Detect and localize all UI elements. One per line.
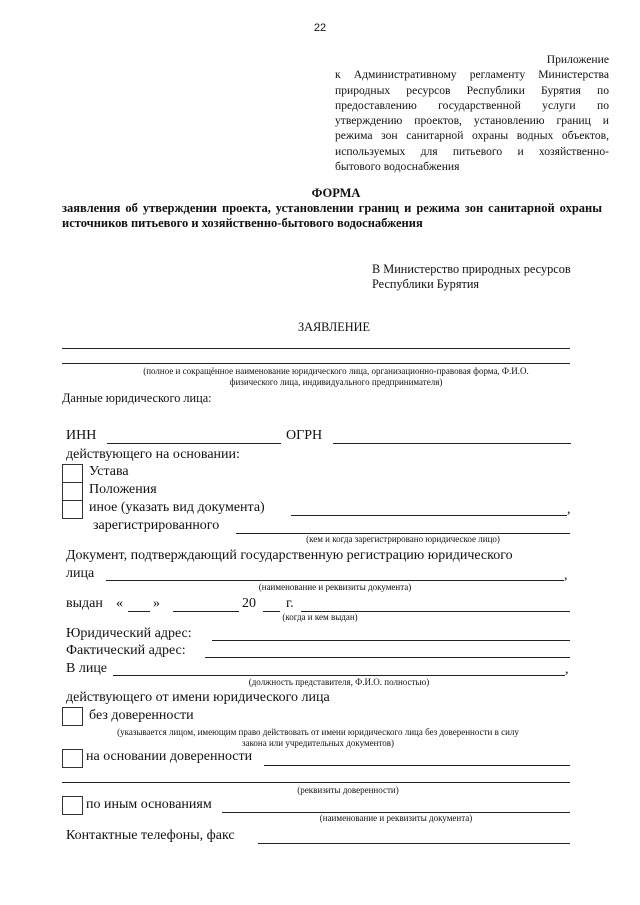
legal-address-field[interactable] <box>212 640 570 641</box>
year-suffix: г. <box>286 596 294 611</box>
regulation-checkbox[interactable] <box>62 482 83 501</box>
form-heading: ФОРМА <box>311 186 361 200</box>
other-doc-field[interactable] <box>291 515 567 516</box>
reg-doc-label-1: Документ, подтверждающий государственную регистрацию юридического <box>66 548 513 563</box>
appendix-line: режима зон санитарной охраны водных объектов, <box>335 129 609 143</box>
appendix-line: к Административному регламенту Министерства <box>335 68 609 82</box>
appendix-line: предоставлению государственной услуги по <box>335 98 609 112</box>
year-prefix: 20 <box>242 596 256 611</box>
other-grounds-checkbox[interactable] <box>62 796 83 815</box>
caption-without-line-1: (указывается лицом, имеющим право действовать от имени юридического лица без доверенности в силу <box>117 727 519 737</box>
addressee-line-2: Республики Бурятия <box>372 277 480 291</box>
other-doc-checkbox[interactable] <box>62 500 83 519</box>
form-title-line-1: заявления об утверждении проекта, установлении границ и режима зон санитарной охраны <box>62 201 602 215</box>
poa-details-field[interactable] <box>62 782 570 783</box>
registered-label: зарегистрированного <box>93 518 220 533</box>
caption-without <box>66 727 570 749</box>
appendix-line: природных ресурсов Республики Бурятия по <box>335 83 609 97</box>
appendix-line: бытового водоснабжения <box>335 160 460 174</box>
appendix-line: утверждению проектов, установлению границ и <box>335 114 609 128</box>
caption-without-line-2: закона или учредительных документов) <box>241 738 395 748</box>
actual-address-label: Фактический адрес: <box>66 643 186 658</box>
caption-other-doc: (наименование и реквизиты документа) <box>319 813 473 823</box>
without-poa-label: без доверенности <box>89 708 194 723</box>
contacts-field[interactable] <box>258 843 570 844</box>
caption-org-line-1: (полное и сокращённое наименование юридического лица, организационно-правовая форма, Ф.И.О. <box>143 366 529 376</box>
reg-doc-label-2: лица <box>66 566 95 581</box>
actual-address-field[interactable] <box>205 657 570 658</box>
comma: , <box>564 568 568 583</box>
statement-title: ЗАЯВЛЕНИЕ <box>297 320 371 334</box>
caption-doc: (наименование и реквизиты документа) <box>258 582 412 592</box>
legal-entity-data-label: Данные юридического лица: <box>62 391 212 405</box>
page-number: 22 <box>313 22 327 34</box>
addressee <box>372 262 571 292</box>
inn-label: ИНН <box>66 428 97 443</box>
appendix-heading: Приложение <box>546 53 609 66</box>
caption-poa: (реквизиты доверенности) <box>297 785 399 795</box>
issued-day-field[interactable] <box>128 611 150 612</box>
acting-basis-label: действующего на основании: <box>66 447 240 462</box>
caption-org-line-2: физического лица, индивидуального предпринимателя) <box>229 377 443 387</box>
reg-doc-field[interactable] <box>106 580 564 581</box>
acting-on-behalf-label: действующего от имени юридического лица <box>66 690 330 705</box>
applicant-name-line-2[interactable] <box>62 363 570 364</box>
addressee-line-1: В Министерство природных ресурсов <box>372 262 571 276</box>
in-person-label: В лице <box>66 661 108 676</box>
form-title-line-2: источников питьевого и хозяйственно-бытового водоснабжения <box>62 216 423 230</box>
charter-checkbox[interactable] <box>62 464 83 483</box>
other-doc-label: иное (указать вид документа) <box>89 500 265 515</box>
ogrn-field[interactable] <box>333 443 571 444</box>
inn-field[interactable] <box>107 443 281 444</box>
caption-rep: (должность представителя, Ф.И.О. полностью) <box>248 677 430 687</box>
quote-open: « <box>116 596 123 611</box>
charter-label: Устава <box>89 464 129 479</box>
representative-field[interactable] <box>113 675 565 676</box>
issued-label: выдан <box>66 596 103 611</box>
caption-issued: (когда и кем выдан) <box>282 612 358 622</box>
form-title <box>62 201 602 231</box>
poa-field[interactable] <box>264 765 570 766</box>
legal-address-label: Юридический адрес: <box>66 626 192 641</box>
poa-label: на основании доверенности <box>86 749 253 764</box>
poa-checkbox[interactable] <box>62 749 83 768</box>
caption-registered: (кем и когда зарегистрировано юридическое лицо) <box>306 534 500 544</box>
other-grounds-label: по иным основаниям <box>86 797 212 812</box>
appendix-line: используемых для питьевого и хозяйственно- <box>335 144 609 158</box>
quote-close: » <box>153 596 160 611</box>
contacts-label: Контактные телефоны, факс <box>66 828 235 843</box>
issued-month-field[interactable] <box>173 611 239 612</box>
applicant-name-line-1[interactable] <box>62 348 570 349</box>
comma: , <box>567 502 571 517</box>
ogrn-label: ОГРН <box>286 428 323 443</box>
appendix-block <box>335 52 609 174</box>
without-poa-checkbox[interactable] <box>62 707 83 726</box>
comma: , <box>565 662 569 677</box>
caption-org <box>62 366 610 388</box>
regulation-label: Положения <box>89 482 157 497</box>
